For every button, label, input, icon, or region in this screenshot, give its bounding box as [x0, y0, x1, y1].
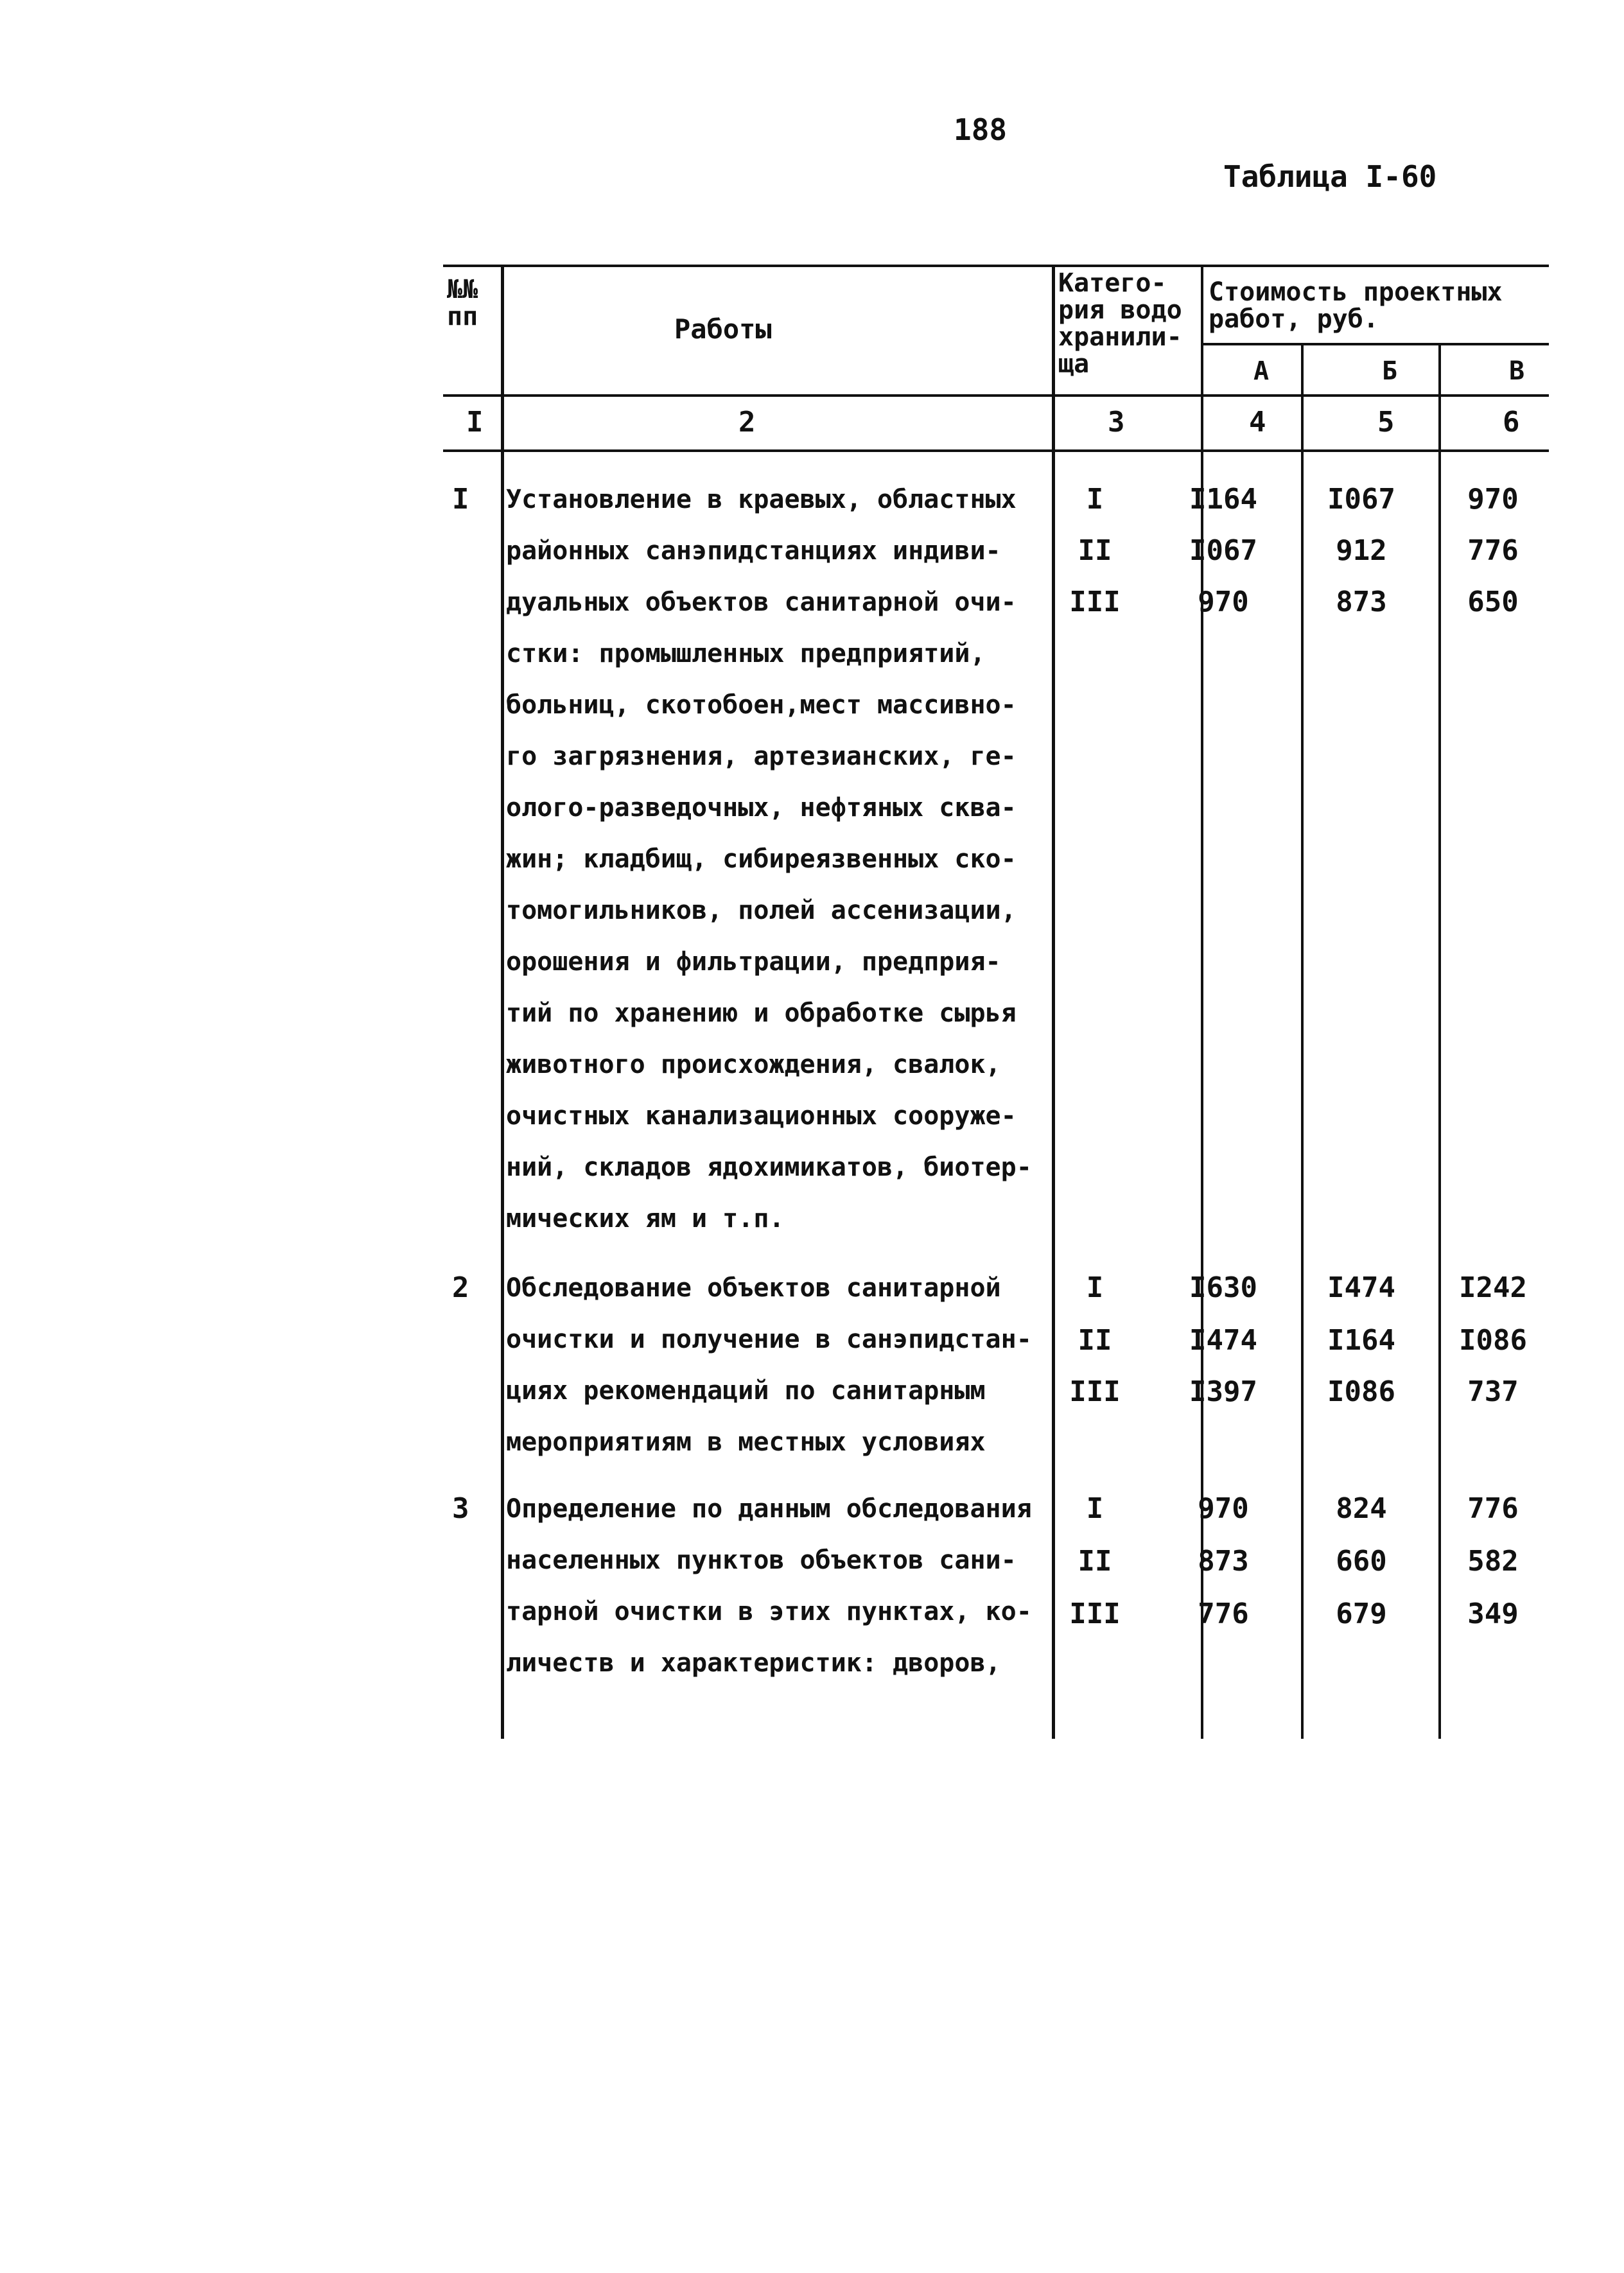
header-col-cost: Стоимость проектных работ, руб.: [1209, 277, 1503, 334]
header-col-c: В: [1509, 356, 1525, 386]
cost-c-cell: 776: [1467, 1492, 1519, 1525]
cost-a-cell: I474: [1189, 1324, 1257, 1357]
category-cell: III: [1069, 1375, 1121, 1408]
header-col-category: Катего- рия водо хранили- ща: [1058, 268, 1182, 379]
numbering-cell-4: 4: [1249, 406, 1266, 439]
category-cell: II: [1078, 1545, 1112, 1578]
col-divider-1: [501, 265, 504, 1739]
cost-a-cell: 970: [1198, 1492, 1249, 1525]
work-description: Установление в краевых, областных районных санэпидстанциях индиви- дуальных объектов санитарной очи- стки: промышленных предприятий, больниц, скотобоен,мест массивно- го загрязнения, артезианских, ге- олого-разведочных, нефтяных сква- жин; кладбищ, сибиреязвенных ско- томогильников, полей ассенизации, орошения и фильтрации, предприя- тий по хранению и обработке сырья животного происхождения, свалок, очистных канализационных сооруже- ний, складов ядохимикатов, биотер- мических ям и т.п.: [506, 485, 1032, 1233]
cost-b-cell: 679: [1336, 1598, 1387, 1630]
numbering-cell-5: 5: [1377, 406, 1395, 439]
cost-b-cell: 824: [1336, 1492, 1387, 1525]
numbering-cell-1: I: [466, 406, 484, 439]
row-number: 2: [452, 1271, 469, 1304]
header-col-a: А: [1253, 356, 1270, 386]
cost-b-cell: 660: [1336, 1545, 1387, 1578]
cost-c-cell: 737: [1467, 1375, 1519, 1408]
cost-c-cell: 776: [1467, 534, 1519, 567]
numbering-bottom-rule: [443, 449, 1549, 452]
page-number: 188: [954, 112, 1008, 147]
category-cell: III: [1069, 1598, 1121, 1630]
col-divider-5: [1438, 343, 1441, 1739]
cost-b-cell: I086: [1327, 1375, 1395, 1408]
numbering-cell-6: 6: [1503, 406, 1520, 439]
cost-c-cell: 650: [1467, 586, 1519, 618]
cost-a-cell: 970: [1198, 586, 1249, 618]
work-description: Определение по данным обследования населенных пунктов объектов сани- тарной очистки в этих пунктах, ко- личеств и характеристик: дворов,: [506, 1494, 1032, 1678]
cost-subheader-rule: [1202, 343, 1549, 345]
cost-a-cell: I397: [1189, 1375, 1257, 1408]
category-cell: I: [1086, 1492, 1104, 1525]
cost-table: [443, 265, 1549, 1739]
cost-a-cell: I067: [1189, 534, 1257, 567]
header-col-work: Работы: [674, 313, 772, 345]
cost-c-cell: I086: [1459, 1324, 1527, 1357]
cost-c-cell: I242: [1459, 1271, 1527, 1304]
cost-a-cell: I164: [1189, 483, 1257, 516]
row-number: I: [452, 483, 469, 516]
category-cell: II: [1078, 534, 1112, 567]
work-description: Обследование объектов санитарной очистки и получение в санэпидстан- циях рекомендаций по санитарным мероприятиям в местных условиях: [506, 1273, 1032, 1457]
cost-c-cell: 970: [1467, 483, 1519, 516]
col-divider-4: [1301, 343, 1304, 1739]
cost-b-cell: I164: [1327, 1324, 1395, 1357]
cost-b-cell: I474: [1327, 1271, 1395, 1304]
cost-b-cell: 873: [1336, 586, 1387, 618]
cost-c-cell: 582: [1467, 1545, 1519, 1578]
cost-a-cell: 873: [1198, 1545, 1249, 1578]
category-cell: I: [1086, 1271, 1104, 1304]
cost-b-cell: 912: [1336, 534, 1387, 567]
table-label: Таблица I-60: [1223, 159, 1437, 194]
header-col-no: №№ пп: [447, 275, 478, 331]
cost-b-cell: I067: [1327, 483, 1395, 516]
numbering-cell-2: 2: [738, 406, 756, 439]
row-number: 3: [452, 1492, 469, 1525]
cost-c-cell: 349: [1467, 1598, 1519, 1630]
header-bottom-rule: [443, 394, 1549, 397]
cost-a-cell: 776: [1198, 1598, 1249, 1630]
table-top-rule: [443, 265, 1549, 267]
category-cell: III: [1069, 586, 1121, 618]
header-col-b: Б: [1382, 356, 1398, 386]
cost-a-cell: I630: [1189, 1271, 1257, 1304]
category-cell: I: [1086, 483, 1104, 516]
numbering-cell-3: 3: [1108, 406, 1125, 439]
category-cell: II: [1078, 1324, 1112, 1357]
